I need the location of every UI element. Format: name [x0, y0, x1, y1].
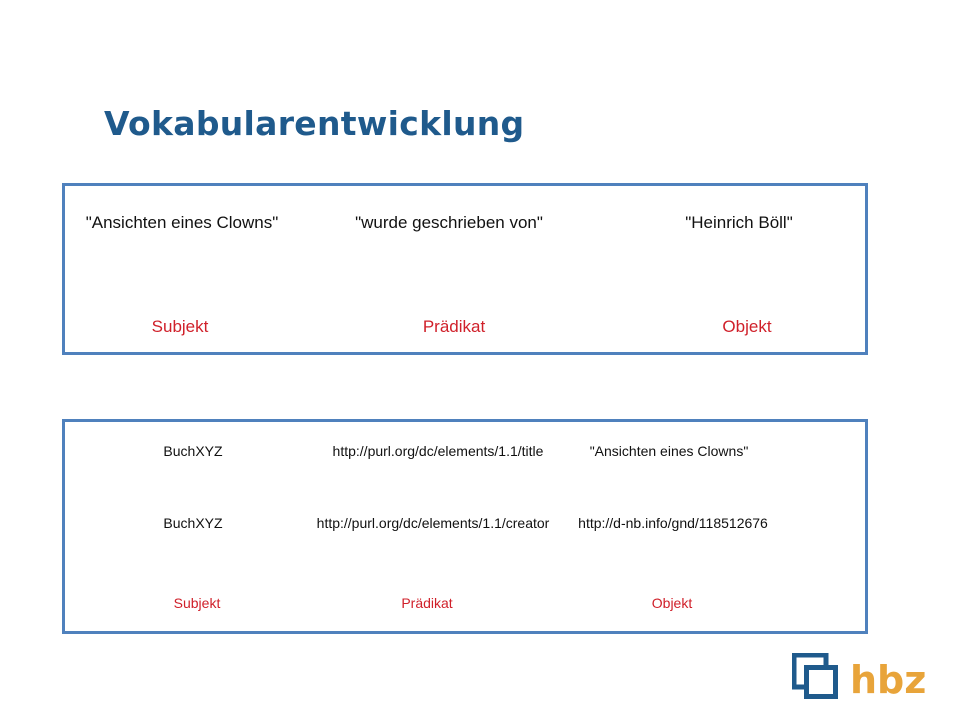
row-subject: BuchXYZ — [163, 443, 223, 459]
hbz-logo — [792, 653, 932, 703]
subject-label: Subjekt — [151, 317, 209, 336]
row-predicate: http://purl.org/dc/elements/1.1/title — [332, 443, 544, 459]
object-label: Objekt — [722, 317, 772, 336]
row-object: http://d-nb.info/gnd/118512676 — [578, 515, 768, 531]
predicate-value: "wurde geschrieben von" — [355, 213, 543, 232]
logo-mark-inner — [809, 670, 833, 694]
object-label: Objekt — [651, 595, 693, 611]
predicate-label: Prädikat — [401, 595, 453, 611]
rdf-triples-panel — [62, 419, 868, 634]
row-predicate: http://purl.org/dc/elements/1.1/creator — [316, 515, 550, 531]
row-object: "Ansichten eines Clowns" — [589, 443, 749, 459]
slide-title: Vokabularentwicklung — [104, 104, 525, 143]
natural-language-triple-panel — [62, 183, 868, 355]
predicate-label: Prädikat — [422, 317, 486, 336]
object-value: "Heinrich Böll" — [685, 213, 793, 232]
logo-text: hbz — [850, 658, 927, 702]
subject-value: "Ansichten eines Clowns" — [85, 213, 279, 232]
subject-label: Subjekt — [173, 595, 221, 611]
row-subject: BuchXYZ — [163, 515, 223, 531]
